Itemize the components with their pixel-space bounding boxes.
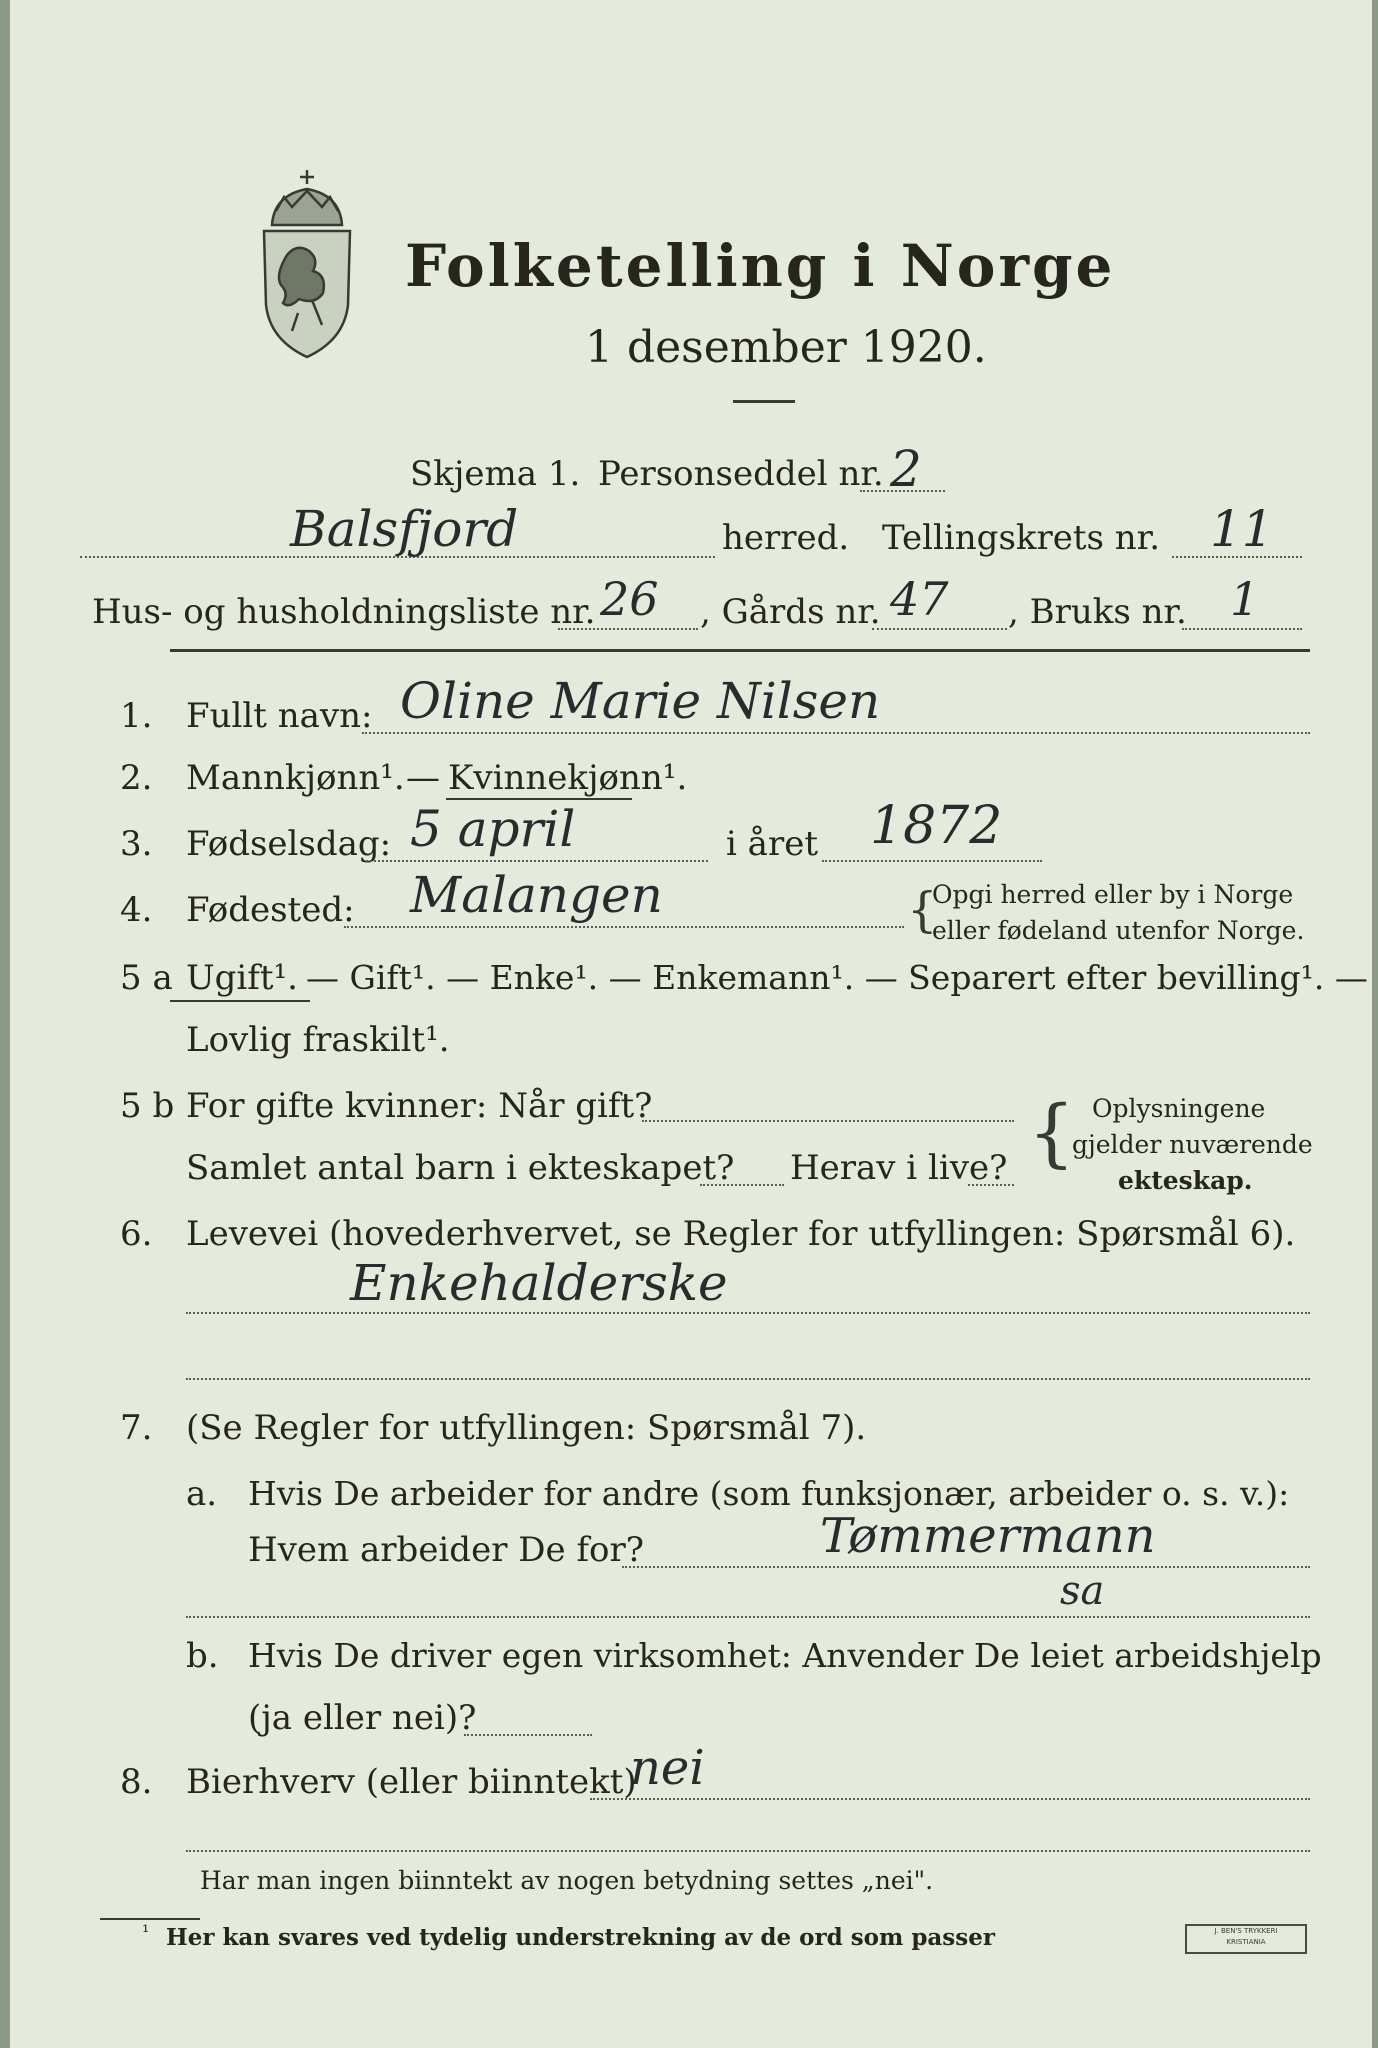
q7a-field-line-1 [622, 1566, 1310, 1568]
q7a-field-line-2 [186, 1616, 1310, 1618]
q7-label: (Se Regler for utfyllingen: Spørsmål 7). [186, 1408, 867, 1448]
q3-year-field-line [822, 860, 1042, 862]
gards-value: 47 [890, 572, 949, 626]
q3-number: 3. [120, 824, 153, 864]
q4-number: 4. [120, 890, 153, 930]
q7b-line1: Hvis De driver egen virksomhet: Anvender De leiet arbeidshjelp [248, 1636, 1322, 1675]
gards-field-line [872, 628, 1007, 630]
q5a-ugift: Ugift¹. [186, 958, 298, 998]
q7a-value: Tømmermann [820, 1508, 1156, 1564]
q3-year-value: 1872 [870, 796, 1003, 856]
q1-number: 1. [120, 696, 153, 736]
q4-label: Fødested: [186, 890, 355, 930]
q7a-letter: a. [186, 1474, 218, 1514]
q5b-note-3: ekteskap. [1118, 1166, 1253, 1195]
bruks-value: 1 [1230, 572, 1260, 626]
q2-number: 2. [120, 758, 153, 798]
q3-year-label: i året [726, 824, 818, 864]
q5b-brace: { [1028, 1090, 1076, 1176]
q6-field-line-2 [186, 1378, 1310, 1380]
q3-field-line [366, 860, 708, 862]
q8-label: Bierhverv (eller biinntekt) [186, 1762, 637, 1802]
hus-value: 26 [600, 572, 659, 626]
q5b-line1: For gifte kvinner: Når gift? [186, 1086, 653, 1126]
title-divider [733, 400, 795, 403]
q5b-number: 5 b [120, 1086, 175, 1126]
q4-note-1: Opgi herred eller by i Norge [932, 880, 1294, 909]
hus-label: Hus- og husholdningsliste nr. [92, 592, 596, 632]
footnote-mark: ¹ [142, 1922, 150, 1943]
income-note: Har man ingen biinntekt av nogen betydning settes „nei". [200, 1866, 934, 1895]
q4-brace: { [907, 882, 938, 938]
q7b-line2: (ja eller nei)? [248, 1698, 477, 1738]
norwegian-coat-of-arms-icon [252, 165, 362, 365]
q3-label: Fødselsdag: [186, 824, 392, 864]
printer-stamp-line-1: J. BEN'S TRYKKERI [1214, 1927, 1278, 1935]
q7a-value-2: sa [1060, 1568, 1105, 1614]
q4-note-2: eller fødeland utenfor Norge. [932, 916, 1305, 945]
q5b-children-field-line [700, 1184, 784, 1186]
personseddel-label: Personseddel nr. [598, 454, 884, 494]
q4-value: Malangen [410, 866, 663, 924]
q3-value: 5 april [410, 800, 576, 858]
footnote-text: Her kan svares ved tydelig understrekning av de ord som passer [166, 1924, 995, 1951]
printer-stamp-line-2: KRISTIANIA [1226, 1938, 1266, 1946]
q4-field-line [344, 926, 904, 928]
census-form-page [10, 0, 1372, 2048]
printer-stamp [1185, 1924, 1307, 1954]
q7b-letter: b. [186, 1636, 219, 1676]
q7a-line2: Hvem arbeider De for? [248, 1530, 644, 1570]
tellingskrets-value: 11 [1210, 500, 1274, 558]
q1-value: Oline Marie Nilsen [400, 672, 881, 730]
bruks-label: , Bruks nr. [1008, 592, 1187, 632]
hus-field-line [558, 628, 698, 630]
footnote-separator [100, 1918, 200, 1920]
q7b-field-line [464, 1734, 592, 1736]
q5a-ugift-underline [170, 1000, 310, 1002]
q2-dash: — [406, 758, 440, 798]
q5b-line2a: Samlet antal barn i ekteskapet? [186, 1148, 735, 1188]
header-separator [170, 649, 1310, 652]
q5b-alive-field-line [968, 1184, 1014, 1186]
gards-label: , Gårds nr. [700, 592, 881, 632]
q7-number: 7. [120, 1408, 153, 1448]
skjema-label: Skjema 1. [410, 454, 581, 494]
q6-label: Levevei (hovederhvervet, se Regler for utfyllingen: Spørsmål 6). [186, 1214, 1296, 1254]
bruks-field-line [1182, 628, 1302, 630]
form-date: 1 desember 1920. [585, 322, 987, 373]
q6-number: 6. [120, 1214, 153, 1254]
q6-field-line-1 [186, 1312, 1310, 1314]
q8-value: nei [630, 1740, 705, 1796]
q1-label: Fullt navn: [186, 696, 373, 736]
q8-number: 8. [120, 1762, 153, 1802]
q5a-options: — Gift¹. — Enke¹. — Enkemann¹. — Separert efter bevilling¹. — [306, 958, 1368, 997]
q5b-married-field-line [642, 1120, 1014, 1122]
personseddel-value: 2 [890, 440, 922, 498]
q5a-line2: Lovlig fraskilt¹. [186, 1020, 450, 1060]
q6-value: Enkehalderske [350, 1254, 728, 1312]
form-title: Folketelling i Norge [405, 232, 1116, 300]
q2-mann: Mannkjønn¹. [186, 758, 405, 798]
q7a-line1: Hvis De arbeider for andre (som funksjonær, arbeider o. s. v.): [248, 1474, 1290, 1513]
q8-field-line-2 [186, 1850, 1310, 1852]
herred-label: herred. [722, 518, 850, 558]
herred-value: Balsfjord [290, 500, 519, 558]
tellingskrets-label: Tellingskrets nr. [882, 518, 1161, 558]
q5b-note-1: Oplysningene [1092, 1094, 1266, 1123]
q5b-note-2: gjelder nuværende [1072, 1130, 1313, 1159]
q2-kvinne: Kvinnekjønn¹. [448, 758, 688, 798]
q5a-number: 5 a [120, 958, 173, 998]
q1-field-line [362, 732, 1310, 734]
q5b-line2b: Herav i live? [790, 1148, 1008, 1188]
q8-field-line-1 [590, 1798, 1310, 1800]
